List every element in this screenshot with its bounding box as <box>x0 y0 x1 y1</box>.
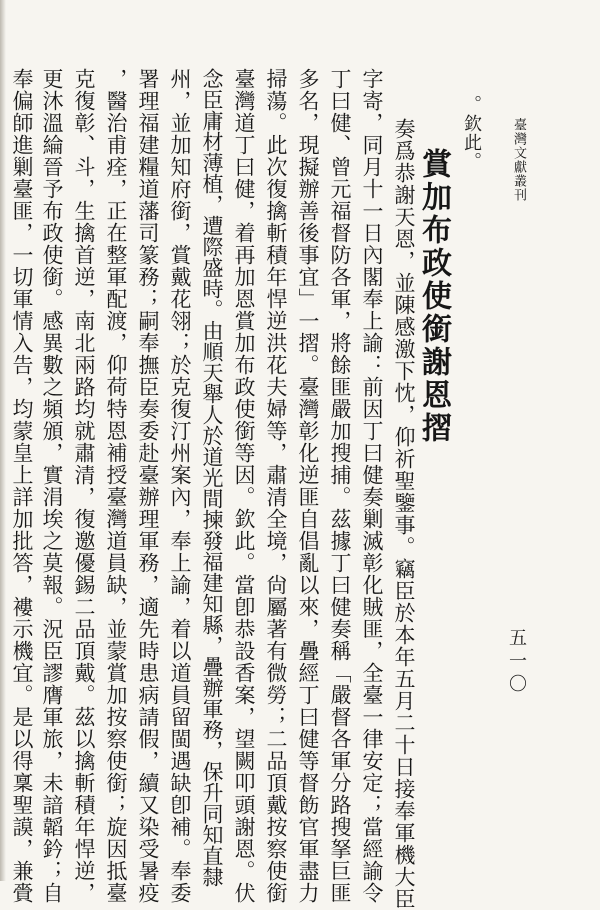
body-column-4: 多名，現擬辦善後事宜」一摺。臺灣彰化逆匪自倡亂以來，疊經丁曰健等督飭官軍盡力 <box>296 68 320 904</box>
memorial-title: 賞加布政使銜謝恩摺 <box>416 148 451 445</box>
body-column-5: 掃蕩。此次復擒斬積年悍逆洪花夫婦等，肅清全境，尙屬著有微勞；二品頂戴按察使銜 <box>264 68 288 904</box>
tail-text: 。欽此。 <box>461 95 482 171</box>
series-header: 臺灣文獻叢刊 <box>511 118 526 202</box>
body-column-13: 奉偏師進剿臺匪，一切軍情入告，均蒙皇上詳加批答，褸示機宜。是以得稟聖謨，兼賫 <box>10 68 34 904</box>
body-column-9: 署理福建糧道藩司篆務；嗣奉撫臣奏委赴臺辦理軍務，適先時患病請假，續又染受暑疫 <box>136 68 160 904</box>
body-column-1: 奏爲恭謝天恩，並陳感激下忱，仰祈聖鑒事。竊臣於本年五月二十日接奉軍機大臣 <box>392 118 416 910</box>
body-column-3: 丁曰健、曾元福督防各軍，將餘匪嚴加搜捕。茲據丁曰健奏稱「嚴督各軍分路搜拏巨匪 <box>328 68 352 904</box>
body-column-8: 州，並加知府銜，賞戴花翎；於克復汀州案內，奉上諭，着以道員留閩遇缺卽補。奉委 <box>168 68 192 904</box>
body-column-2: 字寄，同月十一日內閣奉上諭：前因丁曰健奏剿滅彰化賊匪，全臺一律安定；當經諭令 <box>360 68 384 904</box>
body-column-10: ，醫治甫痊，正在整軍配渡，仰荷特恩補授臺灣道員缺，並蒙賞加按察使銜；旋因抵臺 <box>104 68 128 904</box>
page-number: 五一〇 <box>506 628 527 697</box>
body-column-12: 更沐溫綸晉予布政使銜。感異數之頻頒，實涓埃之莫報。況臣謬膺軍旅，未諳韜鈐；自 <box>40 68 64 904</box>
body-column-11: 克復彰、斗，生擒首逆，南北兩路均就肅清，復邀優錫二品頂戴。茲以擒斬積年悍逆， <box>72 68 96 904</box>
body-column-6: 臺灣道丁曰健，着再加恩賞加布政使銜等因。欽此。當卽恭設香案，望闕叩頭謝恩。伏 <box>232 68 256 904</box>
body-column-7: 念臣庸材薄植，遭際盛時。由順天舉人於道光間揀發福建知縣，疊辦軍務，保升同知直隸 <box>200 68 224 887</box>
